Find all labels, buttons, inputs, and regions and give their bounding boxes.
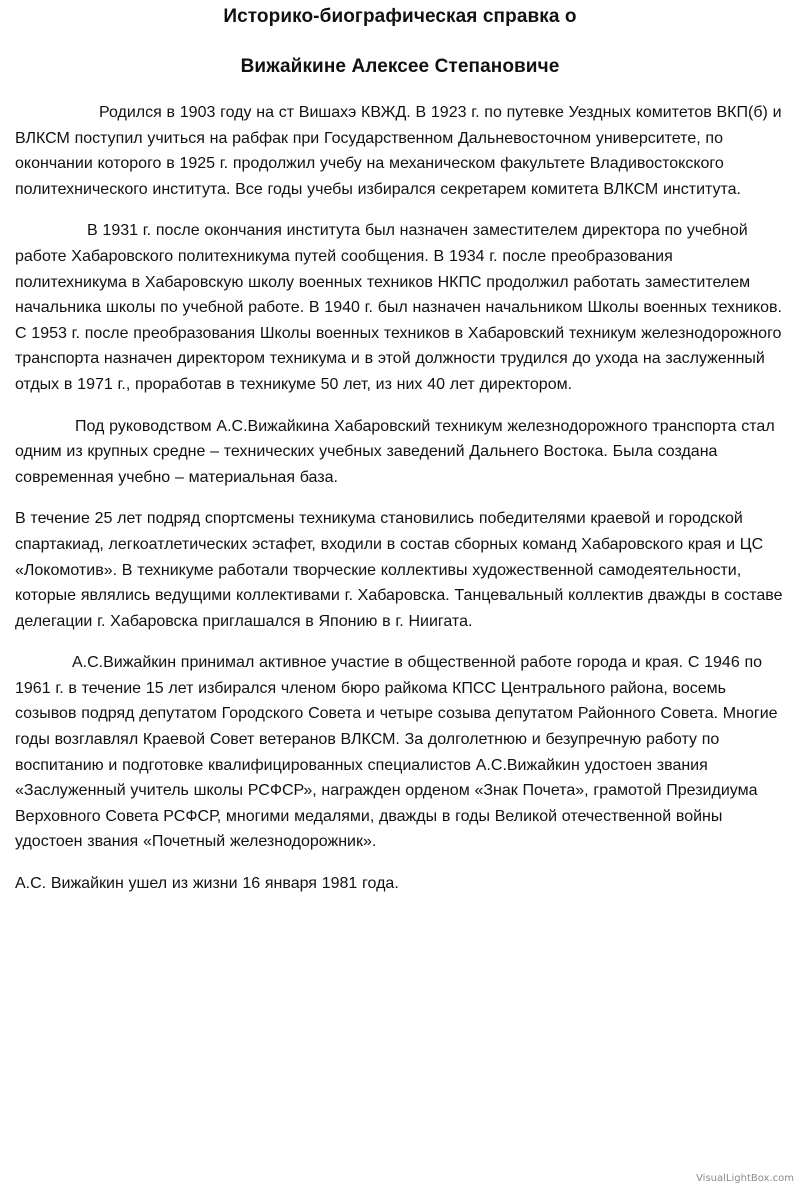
- watermark-text: VisualLightBox.com: [696, 1173, 794, 1184]
- paragraph-public-work-awards: А.С.Вижайкин принимал активное участие в общественной работе города и края. С 1946 по 1961 г. в течение 15 лет избирался членом бюро райкома КПСС Центрального района, восемь созывов подряд депутатом Городского Совета и четыре созыва депутатом Районного Совета. Многие годы возглавлял Краевой Совет ветеранов ВЛКСМ. За долголетнюю и безупречную работу по воспитанию и подготовке квалифицированных специалистов А.С.Вижайкин удостоен звания «Заслуженный учитель школы РСФСР», награжден орденом «Знак Почета», грамотой Президиума Верховного Совета РСФСР, многими медалями, дважды в годы Великой отечественной войны удостоен звания «Почетный железнодорожник».: [15, 654, 778, 851]
- document-body: [15, 100, 785, 913]
- paragraph-death: А.С. Вижайкин ушел из жизни 16 января 1981 года.: [15, 875, 399, 893]
- paragraph-birth-education: Родился в 1903 году на ст Вишахэ КВЖД. В 1923 г. по путевке Уездных комитетов ВКП(б) и ВЛКСМ поступил учиться на рабфак при Государственном Дальневосточном университете, по окончании которого в 1925 г. продолжил учебу на механическом факультете Владивостокского политехнического института. Все годы учебы избирался секретарем комитета ВЛКСМ института.: [15, 104, 782, 198]
- document-title-line-2: Вижайкине Алексее Степановиче: [240, 56, 560, 77]
- paragraph-career: В 1931 г. после окончания института был назначен заместителем директора по учебной работе Хабаровского политехникума путей сообщения. В 1934 г. после преобразования политехникума в Хабаровскую школу военных техников НКПС продолжил работать заместителем начальника школы по учебной работе. В 1940 г. был назначен начальником Школы военных техников. С 1953 г. после преобразования Школы военных техников в Хабаровский техникум железнодорожного транспорта назначен директором техникума и в этой должности трудился до ухода на заслуженный отдых в 1971 г., проработав в техникуме 50 лет, из них 40 лет директором.: [15, 222, 782, 393]
- paragraph-leadership: Под руководством А.С.Вижайкина Хабаровский техникум железнодорожного транспорта стал одним из крупных средне – технических учебных заведений Дальнего Востока. Была создана современная учебно – материальная база.: [15, 417, 775, 486]
- document-title-line-1: Историко-биографическая справка о: [223, 6, 577, 27]
- paragraph-sports-culture: В течение 25 лет подряд спортсмены техникума становились победителями краевой и городской спартакиад, легкоатлетических эстафет, входили в состав сборных команд Хабаровского края и ЦС «Локомотив». В техникуме работали творческие коллективы художественной самодеятельности, которые являлись ведущими коллективами г. Хабаровска. Танцевальный коллектив дважды в составе делегации г. Хабаровска приглашался в Японию в г. Ниигата.: [15, 510, 783, 630]
